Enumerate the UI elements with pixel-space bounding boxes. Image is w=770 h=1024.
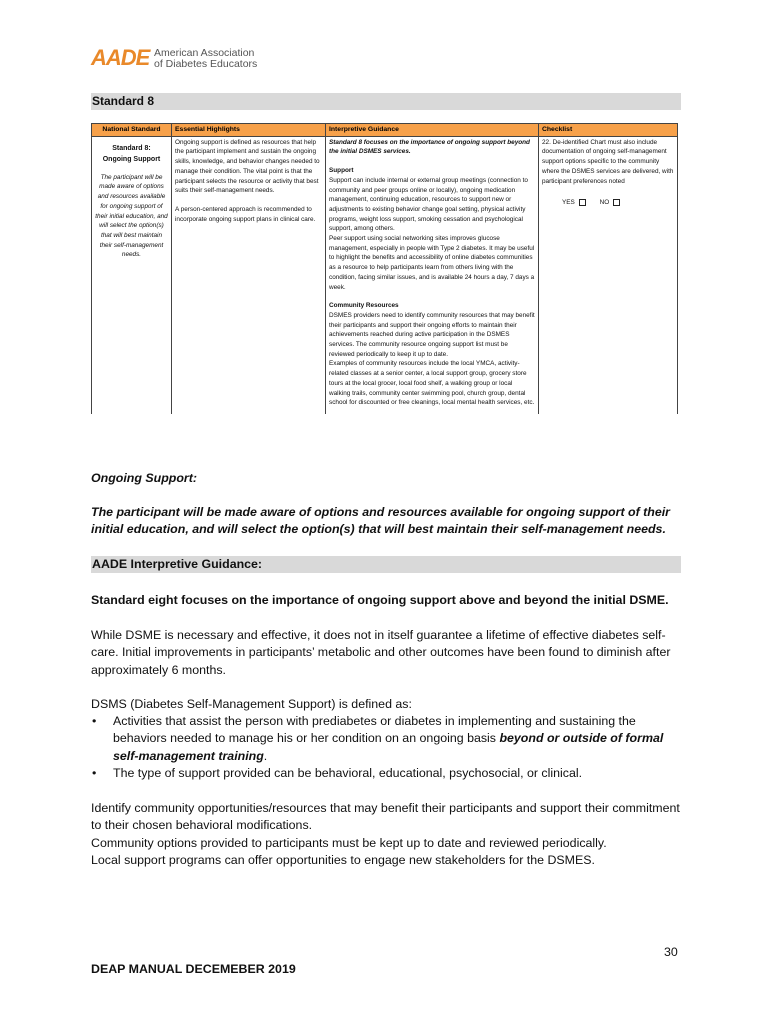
org-name-line1: American Association (154, 47, 255, 59)
support-paragraph-1: Support can include internal or external group meetings (connection to community and peer groups online or locally), ongoing medication management, continuing education, resources to support new or adjustments to existing behavior change goal setting, physical activity programs, weight loss support, smoking cessation and psychological support, among others. (329, 176, 528, 233)
guidance-section-title: AADE Interpretive Guidance: (91, 556, 681, 573)
header-national-standard: National Standard (92, 124, 172, 137)
guidance-paragraph-1: While DSME is necessary and effective, it does not in itself guarantee a lifetime of effective diabetes self-care. Initial improvements in participants’ metabolic and other outcomes have been found to diminish after approximately 6 months. (91, 628, 671, 677)
standard-number: Standard 8: (112, 144, 151, 152)
bullet-icon: • (92, 766, 97, 781)
ongoing-support-statement: The participant will be made aware of options and resources available for ongoing support of their initial education, and will select the option(s) that will best maintain their self-management needs. (91, 505, 671, 537)
closing-paragraph-3: Local support programs can offer opportunities to engage new stakeholders for the DSMES. (91, 853, 595, 867)
bullet-icon: • (92, 714, 97, 728)
page-number: 30 (664, 945, 678, 959)
standard-table (91, 123, 678, 414)
closing-paragraph-1: Identify community opportunities/resources that may benefit their participants and support their commitment to their chosen behavioral modifications. (91, 801, 680, 833)
yes-label: YES (562, 199, 575, 207)
org-name-line2: of Diabetes Educators (154, 58, 258, 70)
highlight-person-centered: A person-centered approach is recommended to incorporate ongoing support plans in clinical care. (175, 205, 316, 223)
section-title: Standard 8 (91, 93, 681, 110)
guidance-cell (326, 136, 539, 414)
no-checkbox[interactable] (613, 199, 620, 206)
table-row (92, 136, 678, 414)
bullet-1-text: Activities that assist the person with prediabetes or diabetes in implementing and sustaining the behaviors needed to manage his or her condition on an ongoing basis (113, 714, 636, 746)
national-standard-cell (92, 136, 172, 414)
header-essential-highlights: Essential Highlights (172, 124, 326, 137)
standard-name: Ongoing Support (102, 155, 161, 163)
ongoing-support-heading: Ongoing Support: (91, 471, 197, 485)
community-paragraph-1: DSMES providers need to identify community resources that may benefit their participants and support their ongoing efforts to maintain their achievements reached during active participation in the DSMES services. The community resource ongoing support list must be reviewed periodically to keep it up to date. (329, 311, 535, 358)
checklist-cell (539, 136, 678, 414)
header-checklist: Checklist (539, 124, 678, 137)
standard-description: The participant will be made aware of options and resources available for ongoing support of their initial education, and will select the option(s) that will best maintain their self-management needs. (95, 173, 168, 259)
dsms-intro: DSMS (Diabetes Self-Management Support) is defined as: (91, 697, 412, 711)
header-interpretive-guidance: Interpretive Guidance (326, 124, 539, 137)
list-item (91, 713, 691, 765)
aade-logo (91, 44, 258, 76)
yes-checkbox[interactable] (579, 199, 586, 206)
no-option[interactable] (600, 198, 620, 208)
no-label: NO (599, 199, 610, 207)
checklist-item: 22. De-identified Chart must also include documentation of ongoing self-management support options specific to the community where the DSMES services are delivered, with participant preferences noted (542, 138, 674, 185)
dsms-bullet-list (91, 713, 691, 783)
guidance-focus: Standard eight focuses on the importance of ongoing support above and beyond the initial DSME. (91, 593, 669, 607)
guidance-intro: Standard 8 focuses on the importance of ongoing support beyond the initial DSMES services. (329, 138, 530, 156)
bullet-2-text: The type of support provided can be behavioral, educational, psychosocial, or clinical. (113, 766, 583, 781)
footer-text: DEAP MANUAL DECEMEBER 2019 (91, 962, 296, 976)
table-header-row (92, 124, 678, 137)
highlight-definition: Ongoing support is defined as resources that help the participant implement and sustain the ongoing skills, knowledge, and behavior changes needed to manage their condition. The vital point is that the participant selects the resource or activity that best suits their self-management needs. (175, 138, 320, 195)
list-item (91, 765, 691, 782)
community-paragraph-2: Examples of community resources include the local YMCA, activity-related classes at a senior center, a local support group, grocery store tours at the local grocer, local food shelf, a walking group or local walking trails, community center swimming pool, church group, dental school for discounted or free cleanings, local mental health services, etc. (329, 360, 535, 407)
yes-option[interactable] (562, 198, 586, 208)
support-heading: Support (329, 167, 354, 175)
support-paragraph-2: Peer support using social networking sites improves glucose management, especially in people with Type 2 diabetes. It may be useful to highlight the benefits and accessibility of online diabetes communities as a resource to help participants learn from others living with the condition, facing similar issues, and is available 24 hours a day, 7 days a week. (329, 235, 535, 291)
bullet-1-end: . (263, 748, 268, 763)
highlights-cell (172, 136, 326, 414)
yes-no-options (542, 198, 674, 208)
community-resources-heading: Community Resources (329, 302, 399, 310)
aade-logo-mark: AADE (91, 45, 150, 70)
closing-paragraph-2: Community options provided to participants must be kept up to date and reviewed periodically. (91, 836, 607, 850)
bullet-1-emphasis: beyond or outside of formal self-management training (113, 731, 664, 763)
